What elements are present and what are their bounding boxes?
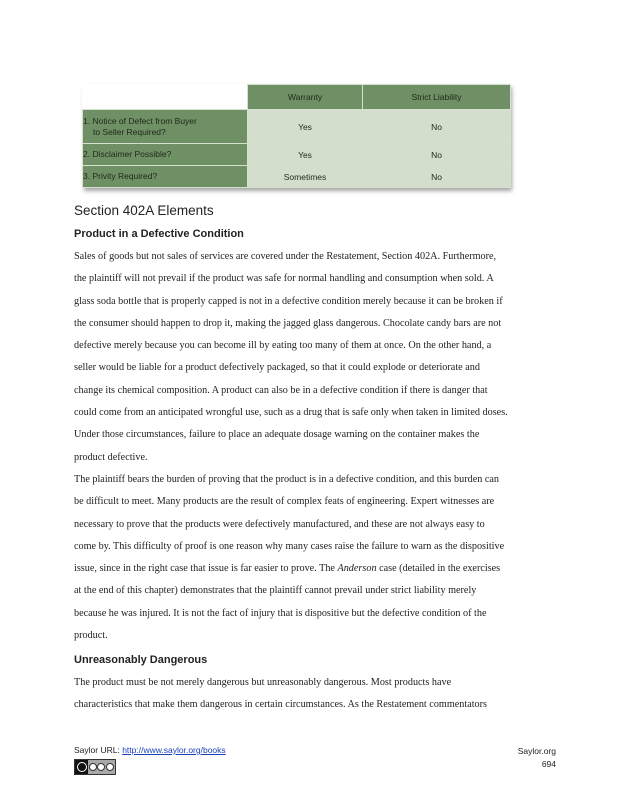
text-line: Sales of goods but not sales of services are covered under the Restatement, Section 402A. Furthermore,	[74, 251, 497, 262]
page-number: 694	[541, 759, 556, 769]
text-line: defective merely because you can become ill by eating too many of them at once. On the other hand, a	[74, 340, 492, 352]
footer-source	[74, 745, 226, 755]
row-label-line: to Seller Required?	[93, 126, 166, 137]
text-line: could come from an anticipated wrongful use, such as a drug that is safe only when taken in limited doses.	[74, 407, 508, 419]
row-label-disclaimer: 2. Disclaimer Possible?	[83, 144, 248, 166]
text-line: Under those circumstances, failure to place an adequate dosage warning on the container makes the	[74, 429, 480, 441]
cell-strict-liability: No	[363, 166, 511, 188]
cell-strict-liability: No	[363, 110, 511, 144]
text-line: because he was injured. It is not the fact of injury that is dispositive but the defective condition of the	[74, 607, 487, 619]
case-name-italic: Anderson	[337, 563, 377, 575]
text-line: product.	[74, 630, 108, 642]
footer-right	[518, 745, 556, 771]
text-segment: case (detailed in the exercises	[376, 563, 501, 575]
footer-url-label: Saylor URL:	[74, 745, 123, 755]
column-header-warranty: Warranty	[248, 85, 363, 110]
text-line: come by. This difficulty of proof is one reason why many cases raise the failure to warn as the dispositive	[74, 540, 505, 552]
text-line: the consumer should happen to drop it, making the jagged glass dangerous. Chocolate candy bars are not	[74, 317, 502, 329]
row-label-notice	[83, 110, 248, 144]
table-header-row	[83, 85, 511, 110]
table-row	[83, 110, 511, 144]
column-header-strict-liability: Strict Liability	[363, 85, 511, 110]
text-line: change its chemical composition. A product can also be in a defective condition if there is danger that	[74, 384, 488, 396]
subheading-defective-condition: Product in a Defective Condition	[74, 228, 244, 240]
table-corner-cell	[83, 85, 248, 110]
cell-warranty: Sometimes	[248, 166, 363, 188]
text-line: The plaintiff bears the burden of proving that the product is in a defective condition, and this burden can	[74, 474, 500, 485]
table-row	[83, 166, 511, 188]
row-label-line: 1. Notice of Defect from Buyer	[83, 115, 197, 126]
text-line: glass soda bottle that is properly capped is not in a defective condition merely because it can be broken if	[74, 295, 503, 307]
cc-terms-icon	[88, 760, 115, 774]
text-line: product defective.	[74, 451, 148, 463]
text-line: the plaintiff will not prevail if the product was safe for normal handling and consumption when sold. A	[74, 273, 494, 285]
paragraph-unreasonably-dangerous	[74, 672, 560, 717]
cell-strict-liability: No	[363, 144, 511, 166]
text-line: The product must be not merely dangerous but unreasonably dangerous. Most products have	[74, 677, 452, 688]
text-line: seller would be liable for a product defectively packaged, so that it could explode or deteriorate and	[74, 362, 480, 374]
comparison-table	[82, 84, 511, 188]
text-line: necessary to prove that the products were defectively manufactured, and these are not always easy to	[74, 518, 485, 530]
text-segment: issue, since in the right case that issue is far easier to prove. The	[74, 563, 338, 575]
paragraph-burden-of-proof	[74, 469, 560, 647]
text-line: at the end of this chapter) demonstrates that the plaintiff cannot prevail under strict liability merely	[74, 585, 477, 597]
comparison-table-container	[82, 84, 510, 188]
creative-commons-by-nc-sa-icon[interactable]	[74, 759, 116, 775]
paragraph-defective-condition	[74, 246, 560, 469]
text-line: be difficult to meet. Many products are the result of complex feats of engineering. Expert witnesses are	[74, 496, 495, 508]
cc-logo-icon	[75, 760, 88, 774]
saylor-books-link[interactable]: http://www.saylor.org/books	[122, 745, 226, 755]
text-line	[74, 558, 560, 580]
row-label-privity: 3. Privity Required?	[83, 166, 248, 188]
footer-site: Saylor.org	[517, 746, 556, 756]
cell-warranty: Yes	[248, 110, 363, 144]
table-row	[83, 144, 511, 166]
section-title: Section 402A Elements	[74, 203, 214, 218]
subheading-unreasonably-dangerous: Unreasonably Dangerous	[74, 654, 208, 666]
cell-warranty: Yes	[248, 144, 363, 166]
text-line: characteristics that make them dangerous in certain circumstances. As the Restatement commentators	[74, 699, 488, 711]
